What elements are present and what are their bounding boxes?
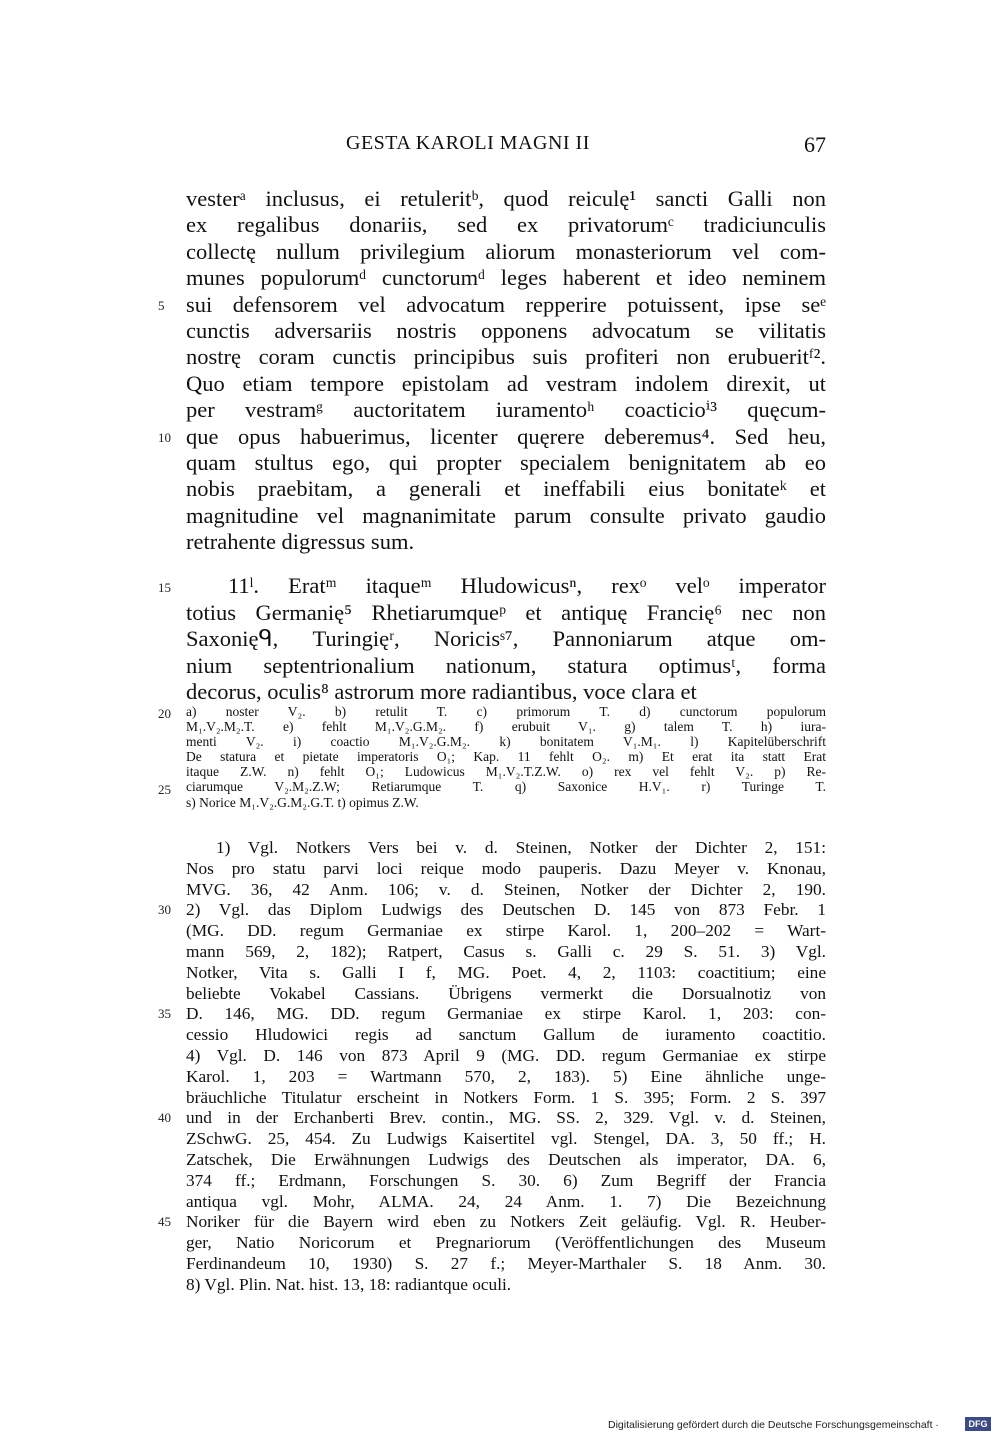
line-number: 15 [158,579,171,595]
apparatus-line: a) noster V₂. b) retulit T. c) primorum T. d) cunctorum populorum [186,704,826,719]
note-line: beliebte Vokabel Cassians. Übrigens vermerkt die Dorsualnotiz von [186,983,826,1003]
note-line: 8) Vgl. Plin. Nat. hist. 13, 18: radiantque oculi. [186,1274,512,1294]
note-line: antiqua vgl. Mohr, ALMA. 24, 24 Anm. 1. 7) Die Bezeichnung [186,1191,826,1211]
line-number: 20 [158,706,171,721]
text-line: per vestramᵍ auctoritatem iuramentoʰ coacticioⁱ³ quęcum- [186,397,826,423]
text-line: vesterᵃ inclusus, ei retuleritᵇ, quod reiculę¹ sancti Galli non [186,186,826,211]
text-line: magnitudine vel magnanimitate parum consulte privato gaudio [186,502,826,528]
text-line: 11ˡ. Eratᵐ itaqueᵐ Hludowicusⁿ, rexᵒ velᵒ imperator [228,573,826,599]
note-line: Ferdinandeum 10, 1930) S. 27 f.; Meyer-Marthaler S. 18 Anm. 30. [186,1253,826,1273]
text-line: decorus, oculis⁸ astrorum more radiantibus, voce clara et [186,679,697,705]
text-line: que opus habuerimus, licenter quęrere deberemus⁴. Sed heu, [186,423,826,449]
note-line: ZSchwG. 25, 454. Zu Ludwigs Kaisertitel vgl. Stengel, DA. 3, 50 ff.; H. [186,1129,826,1149]
note-line: mann 569, 2, 182); Ratpert, Casus s. Galli c. 29 S. 51. 3) Vgl. [186,941,826,961]
line-number: 30 [158,902,171,918]
note-line: bräuchliche Titulatur erscheint in Notkers Form. 1 S. 395; Form. 2 S. 397 [186,1087,826,1107]
digitization-credit: Digitalisierung gefördert durch die Deutsche Forschungsgemeinschaft · [608,1419,939,1431]
critical-apparatus [186,704,826,810]
note-line: und in der Erchanberti Brev. contin., MG. SS. 2, 329. Vgl. v. d. Steinen, [186,1108,826,1128]
apparatus-line: s) Norice M₁.V₂.G.M₂.G.T. t) opimus Z.W. [186,794,419,810]
page-number: 67 [804,132,826,157]
apparatus-line: ciarumque V₂.M₂.Z.W; Retiarumque T. q) Saxonice H.V₁. r) Turinge T. [186,779,826,795]
text-line: ex regalibus donariis, sed ex privatorumᶜ tradiciunculis [186,212,826,238]
note-line: 374 ff.; Erdmann, Forschungen S. 30. 6) Zum Begriff der Francia [186,1170,826,1190]
note-line: cessio Hludowici regis ad sanctum Gallum de iuramento coactitio. [186,1025,826,1045]
running-title: GESTA KAROLI MAGNI II [346,132,590,154]
text-line: Saxonięᑫ, Turingięʳ, Noricisˢ⁷, Pannoniarum atque om- [186,626,826,652]
line-number: 35 [158,1006,171,1022]
text-line: totius Germanię⁵ Rhetiarumqueᵖ et antiquę Francię⁶ nec non [186,599,826,625]
note-line: 2) Vgl. das Diplom Ludwigs des Deutschen D. 145 von 873 Febr. 1 [186,900,826,920]
note-line: Notker, Vita s. Galli I f, MG. Poet. 4, 2, 1103: coactitium; eine [186,962,826,982]
text-line: nobis praebitam, a generali et ineffabili eius bonitateᵏ et [186,476,826,502]
text-line: munes populorumᵈ cunctorumᵈ leges haberent et ideo neminem [186,265,826,291]
note-line: Nos pro statu parvi loci reique modo pauperis. Dazu Meyer v. Knonau, [186,858,826,878]
footnotes [186,838,826,1296]
note-line: MVG. 36, 42 Anm. 106; v. d. Steinen, Notker der Dichter 2, 190. [186,879,826,899]
line-number: 40 [158,1110,171,1126]
line-number: 10 [158,429,171,445]
line-number: 45 [158,1214,171,1230]
apparatus-line: De statura et pietate imperatoris O₁; Kap. 11 fehlt O₂. m) Et erat ita statt Erat [186,749,826,765]
apparatus-line: itaque Z.W. n) fehlt O₁; Ludowicus M₁.V₂.T.Z.W. o) rex vel fehlt V₂. p) Re- [186,764,826,780]
text-line: cunctis adversariis nostris opponens advocatum se vilitatis [186,317,826,343]
text-line: nium septentrionalium nationum, statura optimusᵗ, forma [186,652,826,678]
running-header [186,132,826,162]
text-line: retrahente digressus sum. [186,529,415,555]
apparatus-line: M₁.V₂.M₂.T. e) fehlt M₁.V₂.G.M₂. f) erubuit V₁. g) talem T. h) iura- [186,719,826,735]
note-line: D. 146, MG. DD. regum Germaniae ex stirpe Karol. 1, 203: con- [186,1004,826,1024]
note-line: (MG. DD. regum Germaniae ex stirpe Karol. 1, 200–202 = Wart- [186,921,826,941]
text-line: sui defensorem vel advocatum repperire potuissent, ipse seᵉ [186,291,826,317]
note-line: 4) Vgl. D. 146 von 873 April 9 (MG. DD. regum Germaniae ex stirpe [186,1045,826,1065]
note-line: 1) Vgl. Notkers Vers bei v. d. Steinen, Notker der Dichter 2, 151: [216,838,826,857]
note-line: ger, Natio Noricorum et Pregnariorum (Veröffentlichungen des Museum [186,1233,826,1253]
line-number: 5 [158,297,165,313]
main-text [186,186,826,705]
text-line: collectę nullum privilegium aliorum monasteriorum vel com- [186,238,826,264]
line-number: 25 [158,781,171,797]
text-line: nostrę coram cunctis principibus suis profiteri non erubueritᶠ². [186,344,826,370]
note-line: Zatschek, Die Erwähnungen Ludwigs des Deutschen als imperator, DA. 6, [186,1149,826,1169]
text-line: Quo etiam tempore epistolam ad vestram indolem direxit, ut [186,370,826,396]
note-line: Noriker für die Bayern wird eben zu Notkers Zeit geläufig. Vgl. R. Heuber- [186,1212,826,1232]
apparatus-line: menti V₂. i) coactio M₁.V₂.G.M₂. k) bonitatem V₁.M₁. l) Kapitelüberschrift [186,734,826,750]
dfg-logo: DFG [965,1417,991,1431]
text-line: quam stultus ego, qui propter specialem benignitatem ab eo [186,449,826,475]
note-line: Karol. 1, 203 = Wartmann 570, 2, 183). 5) Eine ähnliche unge- [186,1066,826,1086]
